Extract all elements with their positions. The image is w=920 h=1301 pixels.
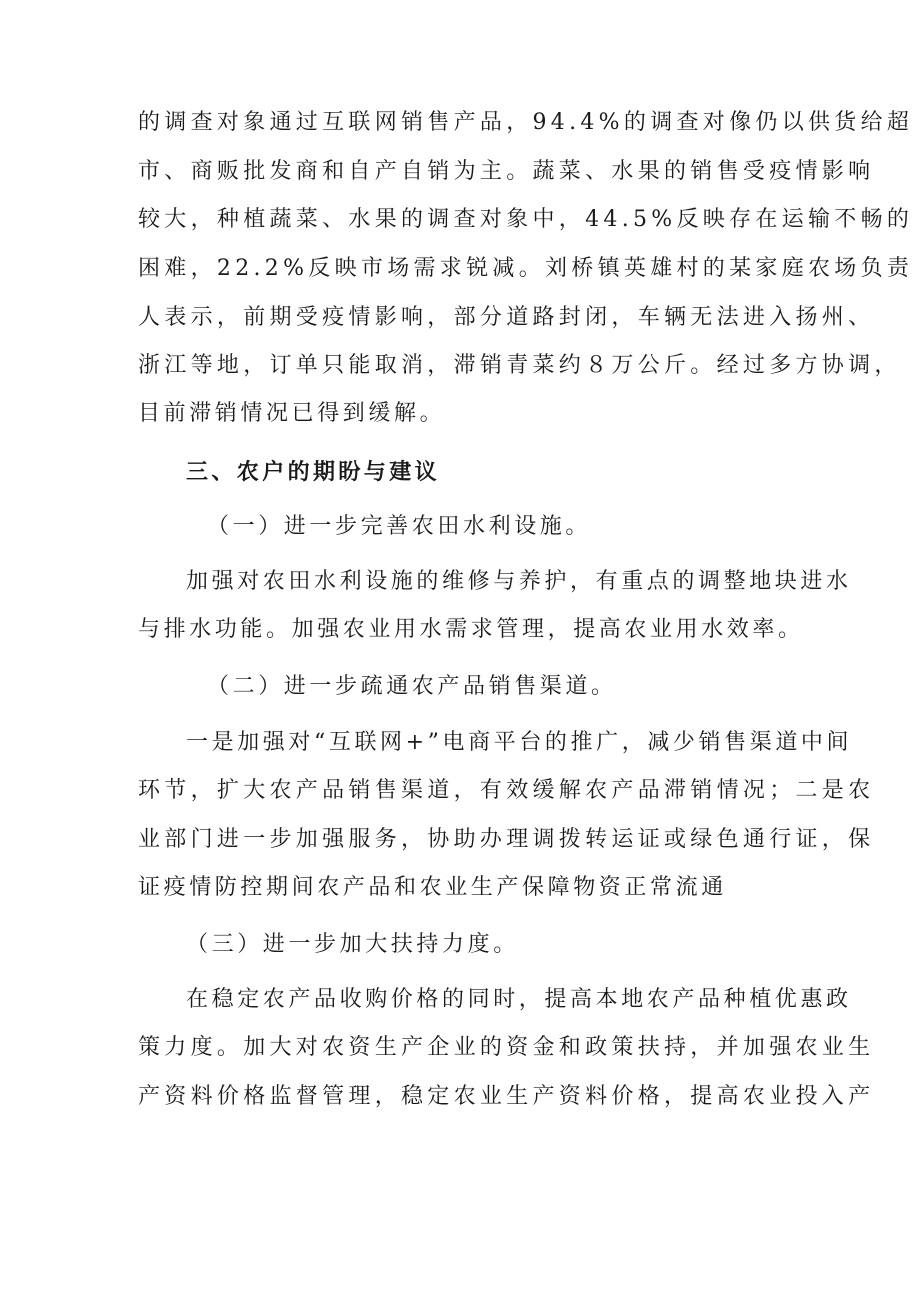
subsection-heading-2: （二）进一步疏通农产品销售渠道。 xyxy=(207,674,617,699)
body-line: 较大，种植蔬菜、水果的调查对象中，44.5%反映存在运输不畅的 xyxy=(138,207,914,232)
body-line: 在稳定农产品收购价格的同时，提高本地农产品种植优惠政 xyxy=(186,987,852,1012)
subsection-heading-3: （三）进一步加大扶持力度。 xyxy=(186,932,519,957)
body-line: 市、商贩批发商和自产自销为主。蔬菜、水果的销售受疫情影响 xyxy=(138,159,875,184)
body-line: 与排水功能。加强农业用水需求管理，提高农业用水效率。 xyxy=(138,617,804,642)
body-line: 环节，扩大农产品销售渠道，有效缓解农产品滞销情况；二是农 xyxy=(138,778,875,803)
body-line: 业部门进一步加强服务，协助办理调拨转运证或绿色通行证，保 xyxy=(138,827,875,852)
body-line: 困难，22.2%反映市场需求锐减。刘桥镇英雄村的某家庭农场负责 xyxy=(138,256,914,281)
body-line: 目前滞销情况已得到缓解。 xyxy=(138,401,446,426)
body-line: 的调查对象通过互联网销售产品，94.4%的调查对像仍以供货给超 xyxy=(138,110,914,135)
body-line: 策力度。加大对农资生产企业的资金和政策扶持，并加强农业生 xyxy=(138,1035,875,1060)
section-heading: 三、农户的期盼与建议 xyxy=(186,459,441,485)
subsection-heading-1: （一）进一步完善农田水利设施。 xyxy=(207,514,592,539)
body-line: 人表示，前期受疫情影响，部分道路封闭，车辆无法进入扬州、 xyxy=(138,305,875,330)
body-line: 浙江等地，订单只能取消，滞销青菜约８万公斤。经过多方协调， xyxy=(138,353,901,378)
body-line: 产资料价格监督管理，稳定农业生产资料价格，提高农业投入产 xyxy=(138,1084,875,1109)
body-line: 一是加强对“互联网+”电商平台的推广，减少销售渠道中间 xyxy=(186,730,853,755)
body-line: 证疫情防控期间农产品和农业生产保障物资正常流通 xyxy=(138,875,727,900)
body-line: 加强对农田水利设施的维修与养护，有重点的调整地块进水 xyxy=(186,569,852,594)
